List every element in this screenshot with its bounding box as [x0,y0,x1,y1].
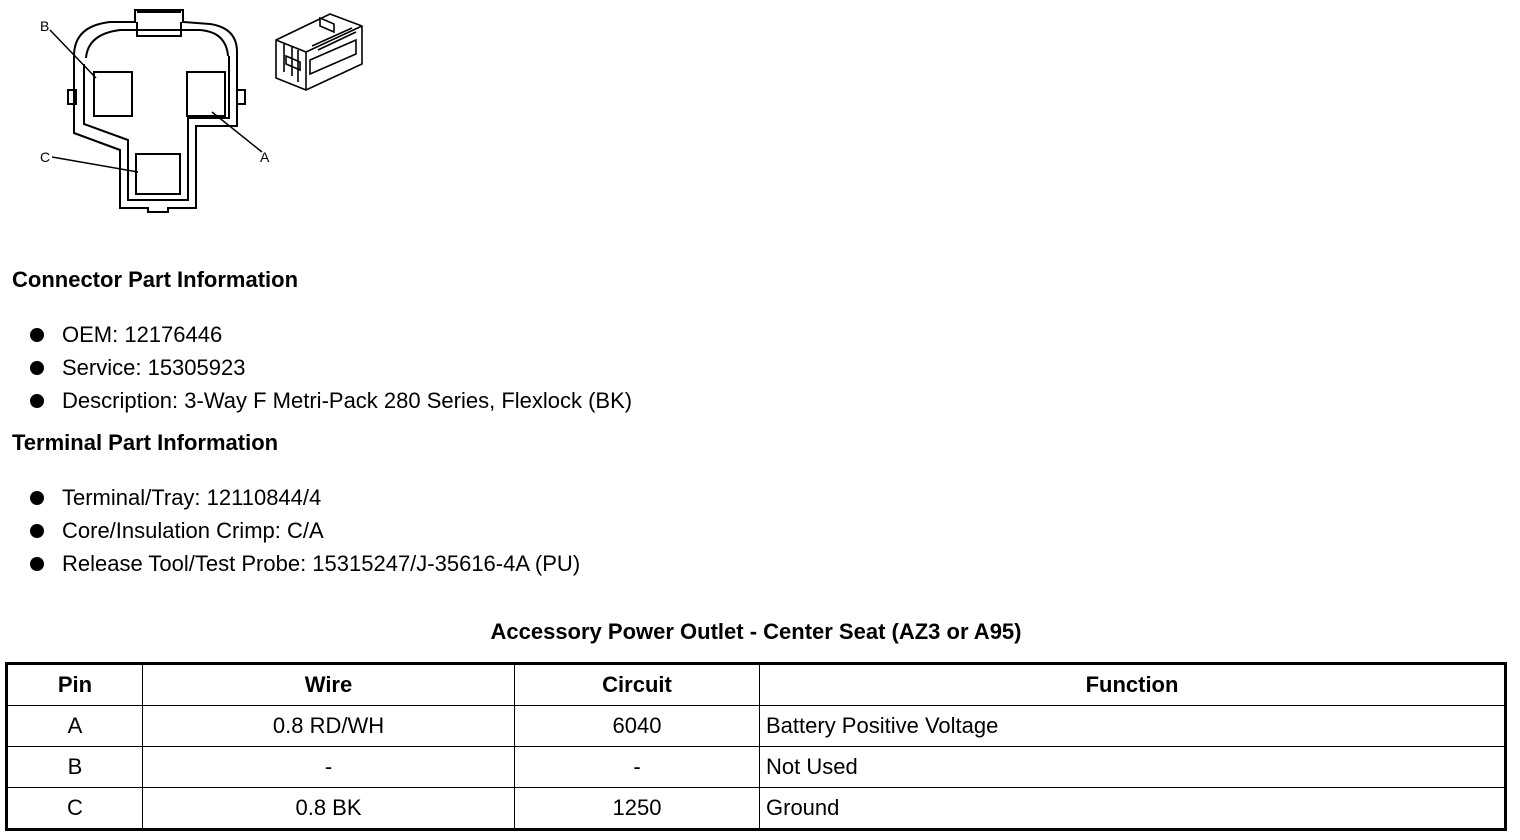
list-item: Service: 15305923 [28,351,632,384]
callout-line-c [52,157,138,172]
cell-wire: - [143,747,515,788]
cell-circuit: 1250 [515,788,760,830]
connector-isometric-illustration [276,14,362,90]
column-header-wire: Wire [143,664,515,706]
bullet-icon [30,557,44,571]
connector-inner-outline [84,56,229,200]
cell-circuit: - [515,747,760,788]
callout-label-a: A [260,149,270,165]
cell-function: Ground [760,788,1506,830]
list-item: Release Tool/Test Probe: 15315247/J-35616-4A (PU) [28,547,580,580]
bullet-icon [30,394,44,408]
connector-face-drawing [0,0,400,230]
connector-outline [74,10,237,212]
terminal-info-heading: Terminal Part Information [12,430,279,455]
table-row [7,747,1506,788]
callout-label-c: C [40,149,51,165]
cavity-a [187,72,225,116]
cell-function: Not Used [760,747,1506,788]
cavity-b [94,72,132,116]
pinout-table [5,662,1507,831]
connector-latch [137,12,181,36]
cell-pin: B [7,747,143,788]
connector-top-arc [86,30,228,58]
table-header-row [7,664,1506,706]
connector-info-heading: Connector Part Information [12,267,299,292]
table-row [7,788,1506,830]
list-item: OEM: 12176446 [28,318,632,351]
table-title: Accessory Power Outlet - Center Seat (AZ3 or A95) [490,619,1022,644]
connector-tab-right [237,90,245,104]
terminal-info-list [28,481,580,580]
bullet-icon [30,524,44,538]
callout-label-b: B [40,18,50,34]
cell-pin: C [7,788,143,830]
cell-circuit: 6040 [515,706,760,747]
list-item: Terminal/Tray: 12110844/4 [28,481,580,514]
bullet-icon [30,361,44,375]
bullet-icon [30,328,44,342]
bullet-icon [30,491,44,505]
cell-pin: A [7,706,143,747]
cell-wire: 0.8 BK [143,788,515,830]
connector-info-list [28,318,632,417]
column-header-function: Function [760,664,1506,706]
cell-function: Battery Positive Voltage [760,706,1506,747]
list-item: Core/Insulation Crimp: C/A [28,514,580,547]
table-row [7,706,1506,747]
cell-wire: 0.8 RD/WH [143,706,515,747]
column-header-pin: Pin [7,664,143,706]
column-header-circuit: Circuit [515,664,760,706]
list-item: Description: 3-Way F Metri-Pack 280 Series, Flexlock (BK) [28,384,632,417]
cavity-c [136,154,180,194]
